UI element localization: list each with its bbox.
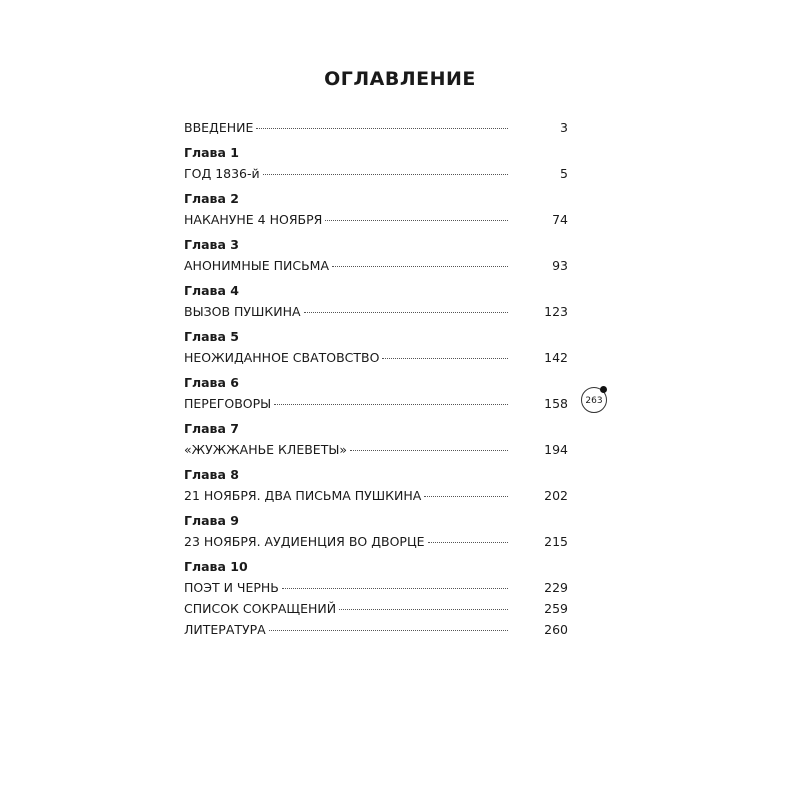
toc-entry-label: СПИСОК СОКРАЩЕНИЙ: [184, 601, 337, 616]
toc-entry-page: 5: [560, 166, 568, 181]
toc-entry-page: 260: [544, 622, 568, 637]
page-number-badge: 263: [581, 387, 607, 413]
toc-entry-page: 142: [544, 350, 568, 365]
chapter-heading: Глава 10: [184, 559, 248, 574]
toc-entry-label: ПЕРЕГОВОРЫ: [184, 396, 272, 411]
toc-entry[interactable]: [184, 347, 568, 368]
toc-chapter-3[interactable]: [184, 235, 568, 276]
toc-entry-page: 215: [544, 534, 568, 549]
toc-entry[interactable]: [184, 485, 568, 506]
toc-entry-page: 3: [560, 120, 568, 135]
dot-leader: [274, 404, 508, 405]
chapter-heading: Глава 9: [184, 513, 239, 528]
toc-entry-label: «ЖУЖЖАНЬЕ КЛЕВЕТЫ»: [184, 442, 348, 457]
toc-entry-page: 194: [544, 442, 568, 457]
toc-entry-intro[interactable]: [184, 117, 568, 138]
toc-entry[interactable]: [184, 163, 568, 184]
toc-entry[interactable]: [184, 301, 568, 322]
toc-entry-page: 202: [544, 488, 568, 503]
chapter-heading: Глава 2: [184, 191, 239, 206]
badge-dot: [600, 386, 607, 393]
toc-entry[interactable]: [184, 393, 568, 414]
toc-entry-page: 74: [552, 212, 568, 227]
dot-leader: [382, 358, 508, 359]
toc-chapter-2[interactable]: [184, 189, 568, 230]
toc-entry-page: 158: [544, 396, 568, 411]
dot-leader: [428, 542, 508, 543]
toc-entry-label: ВЫЗОВ ПУШКИНА: [184, 304, 301, 319]
toc-entry-label: ВВЕДЕНИЕ: [184, 120, 254, 135]
dot-leader: [269, 630, 508, 631]
dot-leader: [424, 496, 508, 497]
toc-chapter-10[interactable]: [184, 557, 568, 598]
dot-leader: [350, 450, 508, 451]
dot-leader: [263, 174, 508, 175]
toc-entry-label: 21 НОЯБРЯ. ДВА ПИСЬМА ПУШКИНА: [184, 488, 422, 503]
toc-entry-label: НАКАНУНЕ 4 НОЯБРЯ: [184, 212, 323, 227]
dot-leader: [256, 128, 508, 129]
chapter-heading: Глава 7: [184, 421, 239, 436]
dot-leader: [325, 220, 508, 221]
chapter-heading: Глава 1: [184, 145, 239, 160]
toc-entry-label: АНОНИМНЫЕ ПИСЬМА: [184, 258, 330, 273]
toc-chapter-8[interactable]: [184, 465, 568, 506]
toc-entry-abbreviations[interactable]: [184, 598, 568, 619]
toc-entry-page: 93: [552, 258, 568, 273]
toc-entry[interactable]: [184, 577, 568, 598]
toc-chapter-7[interactable]: [184, 419, 568, 460]
page-title: ОГЛАВЛЕНИЕ: [324, 68, 476, 90]
table-of-contents: [184, 117, 568, 640]
toc-chapter-9[interactable]: [184, 511, 568, 552]
toc-entry-label: ПОЭТ И ЧЕРНЬ: [184, 580, 279, 595]
toc-chapter-4[interactable]: [184, 281, 568, 322]
toc-entry[interactable]: [184, 439, 568, 460]
toc-entry[interactable]: [184, 209, 568, 230]
toc-entry-page: 123: [544, 304, 568, 319]
toc-chapter-6[interactable]: [184, 373, 568, 414]
toc-entry-label: 23 НОЯБРЯ. АУДИЕНЦИЯ ВО ДВОРЦЕ: [184, 534, 425, 549]
chapter-heading: Глава 8: [184, 467, 239, 482]
toc-entry-page: 229: [544, 580, 568, 595]
chapter-heading: Глава 5: [184, 329, 239, 344]
dot-leader: [332, 266, 508, 267]
chapter-heading: Глава 4: [184, 283, 239, 298]
toc-chapter-1[interactable]: [184, 143, 568, 184]
toc-entry[interactable]: [184, 531, 568, 552]
chapter-heading: Глава 6: [184, 375, 239, 390]
toc-entry[interactable]: [184, 255, 568, 276]
toc-entry-label: ГОД 1836-й: [184, 166, 260, 181]
toc-entry-label: НЕОЖИДАННОЕ СВАТОВСТВО: [184, 350, 380, 365]
toc-entry-label: ЛИТЕРАТУРА: [184, 622, 266, 637]
dot-leader: [282, 588, 508, 589]
dot-leader: [339, 609, 508, 610]
dot-leader: [304, 312, 508, 313]
chapter-heading: Глава 3: [184, 237, 239, 252]
toc-entry-page: 259: [544, 601, 568, 616]
toc-chapter-5[interactable]: [184, 327, 568, 368]
toc-entry-literature[interactable]: [184, 619, 568, 640]
